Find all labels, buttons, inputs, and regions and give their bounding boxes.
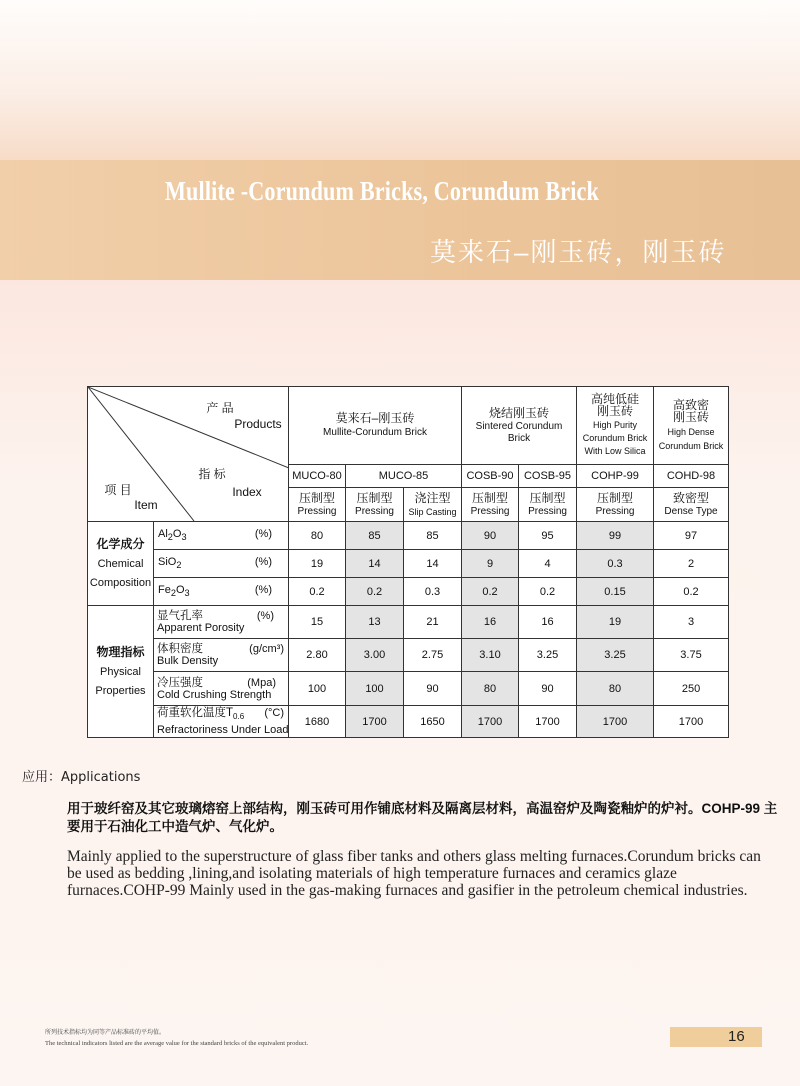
type-cell: 压制型 Pressing bbox=[289, 488, 346, 522]
value-cell: 90 bbox=[404, 672, 462, 706]
item-cn: 项 目 bbox=[104, 483, 132, 497]
value-cell: 0.3 bbox=[404, 578, 462, 606]
index-en: Index bbox=[232, 485, 262, 499]
page-number: 16 bbox=[728, 1028, 745, 1045]
value-cell: 1700 bbox=[577, 706, 654, 738]
code-cell: COHP-99 bbox=[577, 465, 654, 488]
value-cell: 80 bbox=[289, 522, 346, 550]
group-sintered: 烧结刚玉砖 Sintered Corundum Brick bbox=[462, 387, 577, 465]
group-high-dense: 高致密 刚玉砖 High Dense Corundum Brick bbox=[654, 387, 729, 465]
value-cell: 3 bbox=[654, 606, 729, 639]
value-cell: 80 bbox=[462, 672, 519, 706]
products-cn: 产 品 bbox=[206, 401, 234, 415]
value-cell: 2.80 bbox=[289, 639, 346, 672]
value-cell: 1700 bbox=[462, 706, 519, 738]
value-cell: 90 bbox=[462, 522, 519, 550]
group-high-purity: 高纯低硅 刚玉砖 High Purity Corundum Brick With Low Silica bbox=[577, 387, 654, 465]
value-cell: 95 bbox=[519, 522, 577, 550]
value-cell: 100 bbox=[346, 672, 404, 706]
value-cell: 1650 bbox=[404, 706, 462, 738]
value-cell: 100 bbox=[289, 672, 346, 706]
value-cell: 0.2 bbox=[462, 578, 519, 606]
value-cell: 16 bbox=[462, 606, 519, 639]
value-cell: 19 bbox=[577, 606, 654, 639]
value-cell: 85 bbox=[346, 522, 404, 550]
chem-item-al2o3: $Al_2O_3$ (%) bbox=[154, 522, 289, 550]
chem-item-sio2: SiO$_2$ (%) bbox=[154, 550, 289, 578]
value-cell: 0.3 bbox=[577, 550, 654, 578]
value-cell: 0.2 bbox=[346, 578, 404, 606]
products-en: Products bbox=[234, 417, 282, 431]
chem-group-label: 化学成分 Chemical Composition bbox=[88, 522, 154, 606]
value-cell: 1700 bbox=[654, 706, 729, 738]
value-cell: 80 bbox=[577, 672, 654, 706]
value-cell: 1700 bbox=[346, 706, 404, 738]
top-gradient bbox=[0, 0, 800, 170]
applications-en: Mainly applied to the superstructure of glass fiber tanks and others glass melting furnaces.Corundum bricks can be used as bedding ,lining,and isolating materials of high temperature furnaces and ceramics glaze furnaces.COHP-99 Mainly used in the gas-making furnaces and gasifier in the petroleum chemical industries. bbox=[67, 848, 761, 899]
value-cell: 0.2 bbox=[654, 578, 729, 606]
value-cell: 4 bbox=[519, 550, 577, 578]
value-cell: 97 bbox=[654, 522, 729, 550]
phys-item-density: 体积密度 (g/cm³) Bulk Density bbox=[154, 639, 289, 672]
phys-item-crushing: 冷压强度 (Mpa) Cold Crushing Strength bbox=[154, 672, 289, 706]
index-cn: 指 标 bbox=[198, 467, 226, 481]
value-cell: 14 bbox=[346, 550, 404, 578]
value-cell: 90 bbox=[519, 672, 577, 706]
page-number-band bbox=[670, 1027, 762, 1047]
page-title-cn: 莫来石–刚玉砖，刚玉砖 bbox=[430, 237, 727, 267]
value-cell: 3.00 bbox=[346, 639, 404, 672]
value-cell: 14 bbox=[404, 550, 462, 578]
value-cell: 9 bbox=[462, 550, 519, 578]
code-cell: COSB-95 bbox=[519, 465, 577, 488]
footnote-cn: 所列技术指标均为同等产品标准砖的平均值。 bbox=[45, 1029, 166, 1036]
type-cell: 浇注型 Slip Casting bbox=[404, 488, 462, 522]
value-cell: 250 bbox=[654, 672, 729, 706]
value-cell: 3.25 bbox=[519, 639, 577, 672]
code-cell: MUCO-80 bbox=[289, 465, 346, 488]
applications-cn: 用于玻纤窑及其它玻璃熔窑上部结构，刚玉砖可用作铺底材料及隔离层材料，高温窑炉及陶瓷釉炉的炉衬。COHP-99 主要用于石油化工中造气炉、气化炉。 bbox=[67, 801, 778, 834]
applications-label: 应用：Applications bbox=[22, 770, 141, 785]
page-title-en: Mullite -Corundum Bricks, Corundum Brick bbox=[165, 176, 600, 206]
group-mullite: 莫来石–刚玉砖 Mullite-Corundum Brick bbox=[289, 387, 462, 465]
item-en: Item bbox=[134, 498, 158, 512]
value-cell: 99 bbox=[577, 522, 654, 550]
value-cell: 15 bbox=[289, 606, 346, 639]
value-cell: 85 bbox=[404, 522, 462, 550]
type-cell: 压制型 Pressing bbox=[462, 488, 519, 522]
phys-item-refractoriness: 荷重软化温度$T_{0.6}$ (°C) Refractoriness Under Load bbox=[154, 706, 289, 738]
value-cell: 21 bbox=[404, 606, 462, 639]
code-cell: MUCO-85 bbox=[346, 465, 462, 488]
value-cell: 3.10 bbox=[462, 639, 519, 672]
value-cell: 3.25 bbox=[577, 639, 654, 672]
type-cell: 压制型 Pressing bbox=[346, 488, 404, 522]
type-cell: 致密型 Dense Type bbox=[654, 488, 729, 522]
value-cell: 0.2 bbox=[519, 578, 577, 606]
value-cell: 13 bbox=[346, 606, 404, 639]
chem-item-fe2o3: $Fe_2O_3$ (%) bbox=[154, 578, 289, 606]
spec-table bbox=[87, 386, 729, 738]
value-cell: 2.75 bbox=[404, 639, 462, 672]
value-cell: 2 bbox=[654, 550, 729, 578]
code-cell: COSB-90 bbox=[462, 465, 519, 488]
phys-item-porosity: 显气孔率 (%) Apparent Porosity bbox=[154, 606, 289, 639]
type-cell: 压制型 Pressing bbox=[519, 488, 577, 522]
value-cell: 1700 bbox=[519, 706, 577, 738]
code-cell: COHD-98 bbox=[654, 465, 729, 488]
corner-diagonals bbox=[88, 387, 289, 521]
value-cell: 0.2 bbox=[289, 578, 346, 606]
value-cell: 3.75 bbox=[654, 639, 729, 672]
value-cell: 0.15 bbox=[577, 578, 654, 606]
footnote-en: The technical indicators listed are the average value for the standard bricks of the equivalent product. bbox=[45, 1040, 309, 1047]
type-cell: 压制型 Pressing bbox=[577, 488, 654, 522]
value-cell: 1680 bbox=[289, 706, 346, 738]
phys-group-label: 物理指标 Physical Properties bbox=[88, 606, 154, 738]
value-cell: 16 bbox=[519, 606, 577, 639]
corner-header bbox=[88, 387, 289, 522]
value-cell: 19 bbox=[289, 550, 346, 578]
